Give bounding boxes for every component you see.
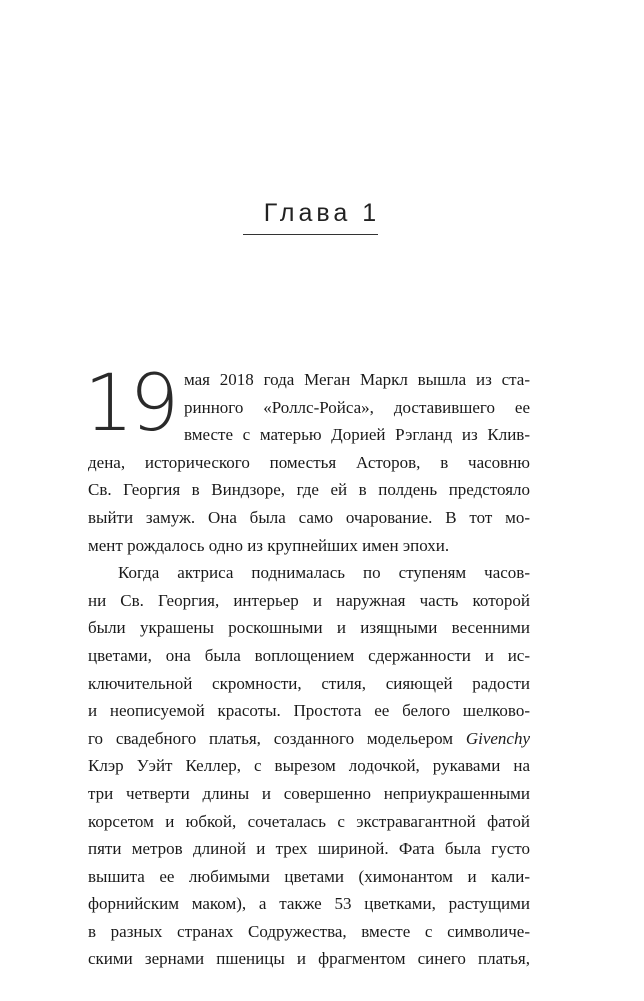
text-line: были украшены роскошными и изящными весенними — [88, 618, 530, 638]
text-line: ринного «Роллс-Ройса», доставившего ее — [184, 397, 530, 417]
text-line: мент рождалось одно из крупнейших имен эпохи. — [88, 535, 450, 555]
text-line: Клэр Уэйт Келлер, с вырезом лодочкой, рукавами на — [88, 756, 530, 776]
text-line: корсетом и юбкой, сочеталась с экстравагантной фатой — [88, 811, 530, 831]
text-line: ни Св. Георгия, интерьер и наружная часть которой — [88, 590, 530, 610]
text-line: Когда актриса поднималась по ступеням часов- — [118, 563, 530, 583]
text-line: в разных странах Содружества, вместе с символиче- — [88, 921, 530, 941]
text-line: ключительной скромности, стиля, сияющей радости — [88, 673, 530, 693]
chapter-title-rule — [243, 234, 378, 235]
text-line: и неописуемой красоты. Простота ее белого шелково- — [88, 701, 530, 721]
text-line: Св. Георгия в Виндзоре, где ей в полдень предстояло — [88, 480, 530, 500]
brand-name-givenchy: Givenchy — [465, 728, 531, 748]
text-line: форнийским маком), а также 53 цветками, растущими — [88, 894, 530, 914]
chapter-title: Глава 1 — [263, 199, 381, 227]
drop-cap-date: 19 — [84, 359, 176, 449]
text-line: вместе с матерью Дорией Рэгланд из Клив- — [184, 425, 530, 445]
text-line-with-brand — [88, 725, 530, 753]
chapter-body-text — [84, 359, 531, 973]
text-line: цветами, она была воплощением сдержанности и ис- — [88, 645, 530, 665]
text-line: вышита ее любимыми цветами (химонантом и кали- — [88, 866, 530, 886]
text-line: мая 2018 года Меган Маркл вышла из ста- — [184, 370, 530, 389]
text-line: выйти замуж. Она была само очарование. В тот мо- — [88, 507, 530, 527]
text-line: пяти метров длиной и трех шириной. Фата была густо — [88, 839, 530, 859]
text-line: три четверти длины и совершенно неприукрашенными — [88, 783, 530, 803]
chapter-heading — [0, 198, 644, 228]
text-line: скими зернами пшеницы и фрагментом синего платья, — [88, 949, 530, 969]
text-line-part: го свадебного платья, созданного модельером — [88, 728, 454, 748]
text-line: дена, исторического поместья Асторов, в часовню — [88, 452, 530, 472]
